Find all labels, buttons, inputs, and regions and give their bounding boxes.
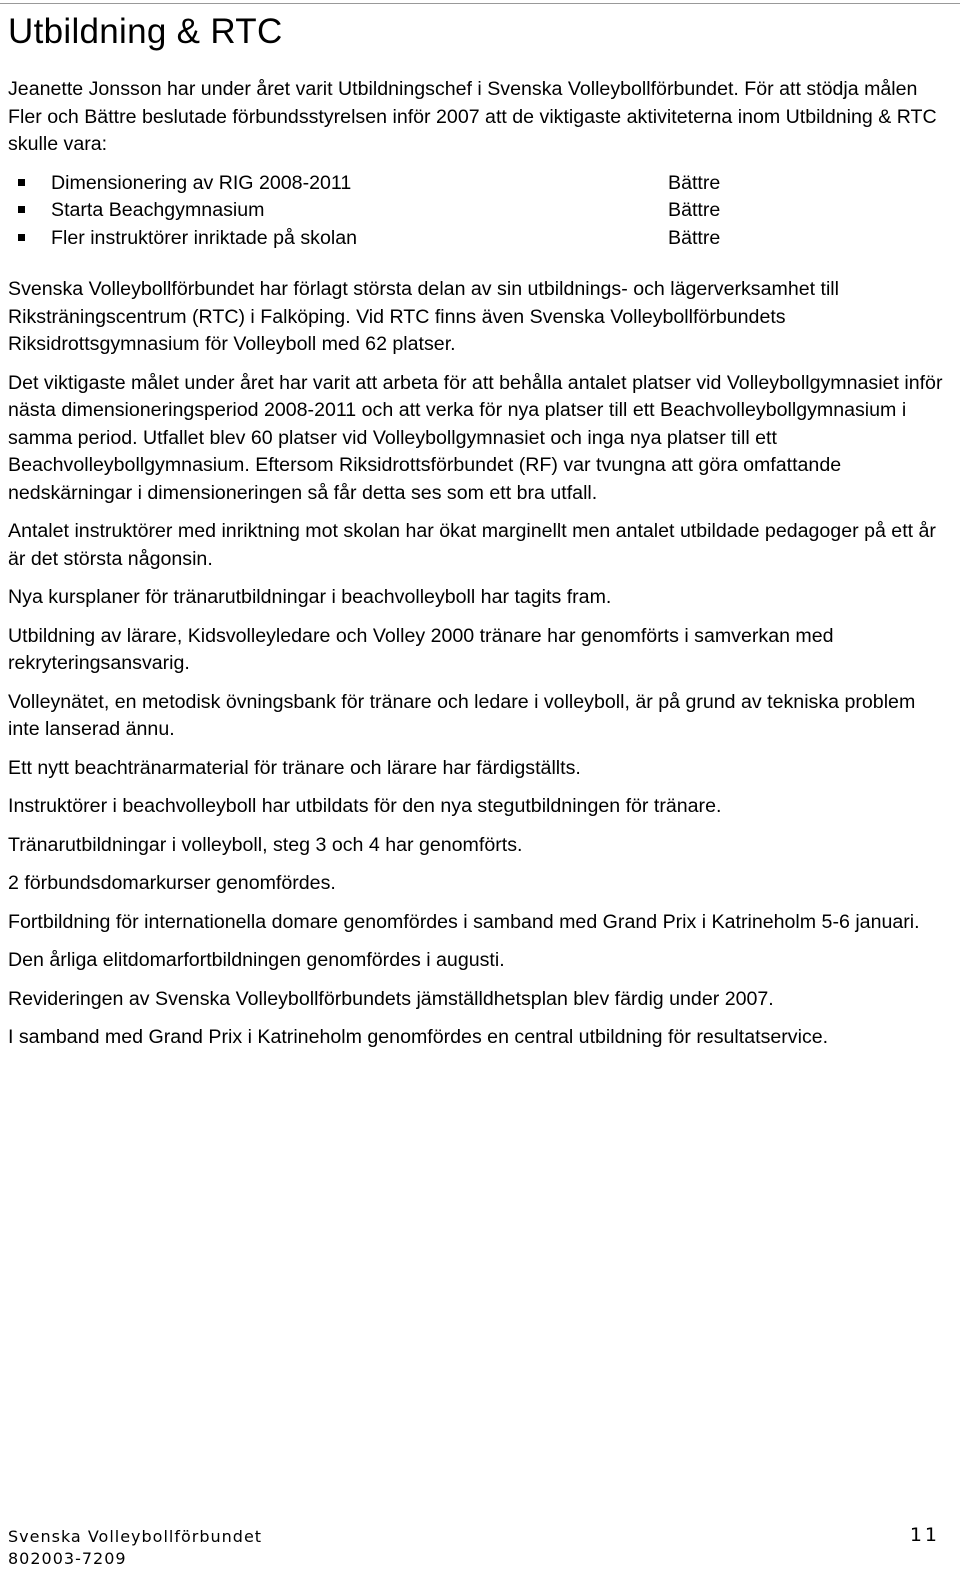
square-bullet-icon xyxy=(18,206,25,213)
paragraph-beach-material: Ett nytt beachtränarmaterial för tränare och lärare har färdigställts. xyxy=(8,756,581,779)
top-rule xyxy=(0,3,960,4)
activity-result: Bättre xyxy=(668,199,721,221)
activity-text: Fler instruktörer inriktade på skolan xyxy=(51,226,358,249)
paragraph-result-service: I samband med Grand Prix i Katrineholm genomfördes en central utbildning för resultatservice. xyxy=(8,1026,829,1048)
activity-text: Starta Beachgymnasium xyxy=(51,199,265,221)
activity-list xyxy=(8,170,943,253)
paragraph-beach-instructors: Instruktörer i beachvolleyboll har utbildats för den nya stegutbildningen för tränare. xyxy=(8,795,722,817)
paragraph-international-referees: Fortbildning för internationella domare genomfördes i samband med Grand Prix i Katrineholm 5-6 januari. xyxy=(8,910,920,933)
paragraph-coach-training: Tränarutbildningar i volleyboll, steg 3 och 4 har genomförts. xyxy=(8,833,523,856)
intro-paragraph: Jeanette Jonsson har under året varit Utbildningschef i Svenska Volleybollförbundet. För att stödja målen Fler och Bättre beslutade förbundsstyrelsen inför 2007 att de viktigaste aktiviteterna inom Utbildning & RTC skulle vara: xyxy=(8,78,937,155)
paragraph-volleynatet: Volleynätet, en metodisk övningsbank för tränare och ledare i volleyboll, är på grund av tekniska problem inte lanserad ännu. xyxy=(8,690,916,740)
footer-org-number: 802003-7209 xyxy=(8,1549,127,1568)
activity-result: Bättre xyxy=(668,171,721,194)
paragraph-goal: Det viktigaste målet under året har varit att arbeta för att behålla antalet platser vid Volleybollgymnasiet inför nästa dimensioneringsperiod 2008-2011 och att verka för nya platser till ett Beachvolleybollgymnasium i samma period. Utfallet blev 60 platser vid Volleybollgymnasiet och inga nya platser till ett Beachvolleybollgymnasium. Eftersom Riksidrottsförbundet (RF) var tvungna att göra omfattande nedskärningar i dimensioneringen så får detta ses som ett bra utfall. xyxy=(8,371,943,504)
paragraph-rtc: Svenska Volleybollförbundet har förlagt största delan av sin utbildnings- och lägerverksamhet till Riksträningscentrum (RTC) i Falköping. Vid RTC finns även Svenska Volleybollförbundets Riksidrottsgymnasium för Volleyboll med 62 platser. xyxy=(8,278,840,355)
paragraph-instructors: Antalet instruktörer med inriktning mot skolan har ökat marginellt men antalet utbildade pedagoger på ett år är det största någonsin. xyxy=(8,520,936,570)
activity-item xyxy=(8,225,943,253)
paragraph-course-plans: Nya kursplaner för tränarutbildningar i beachvolleyboll har tagits fram. xyxy=(8,586,612,608)
paragraph-elite-referees: Den årliga elitdomarfortbildningen genomfördes i augusti. xyxy=(8,949,505,971)
page-title: Utbildning & RTC xyxy=(8,12,283,51)
square-bullet-icon xyxy=(18,234,25,241)
paragraph-equality-plan: Revideringen av Svenska Volleybollförbundets jämställdhetsplan blev färdig under 2007. xyxy=(8,987,774,1010)
footer-organization: Svenska Volleybollförbundet xyxy=(8,1527,263,1546)
activity-result: Bättre xyxy=(668,226,721,249)
paragraph-referee-courses: 2 förbundsdomarkurser genomfördes. xyxy=(8,872,336,894)
activity-item xyxy=(8,170,943,198)
activity-text: Dimensionering av RIG 2008-2011 xyxy=(51,171,352,194)
square-bullet-icon xyxy=(18,179,25,186)
activity-item xyxy=(8,197,943,225)
document-body xyxy=(8,76,943,1063)
paragraph-teacher-training: Utbildning av lärare, Kidsvolleyledare och Volley 2000 tränare har genomförts i samverkan med rekryteringsansvarig. xyxy=(8,624,834,674)
page-number: 11 xyxy=(909,1524,940,1546)
